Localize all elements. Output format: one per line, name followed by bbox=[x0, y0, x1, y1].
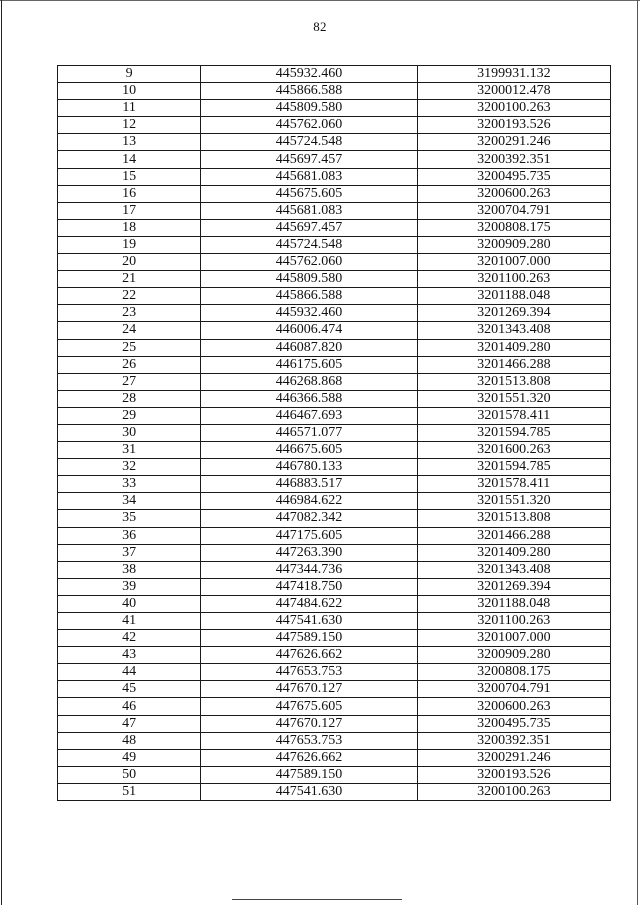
y-coordinate-cell: 3201269.394 bbox=[417, 578, 610, 595]
x-coordinate-cell: 445697.457 bbox=[201, 151, 417, 168]
y-coordinate-cell: 3201409.280 bbox=[417, 339, 610, 356]
x-coordinate-cell: 445724.548 bbox=[201, 134, 417, 151]
y-coordinate-cell: 3199931.132 bbox=[417, 66, 610, 83]
point-number-cell: 19 bbox=[58, 236, 201, 253]
point-number-cell: 41 bbox=[58, 613, 201, 630]
x-coordinate-cell: 447653.753 bbox=[201, 664, 417, 681]
point-number-cell: 30 bbox=[58, 424, 201, 441]
y-coordinate-cell: 3200600.263 bbox=[417, 698, 610, 715]
x-coordinate-cell: 445724.548 bbox=[201, 236, 417, 253]
y-coordinate-cell: 3200495.735 bbox=[417, 715, 610, 732]
y-coordinate-cell: 3200193.526 bbox=[417, 117, 610, 134]
y-coordinate-cell: 3200193.526 bbox=[417, 766, 610, 783]
table-row bbox=[58, 100, 611, 117]
table-row bbox=[58, 578, 611, 595]
coordinates-table bbox=[57, 65, 611, 801]
point-number-cell: 20 bbox=[58, 254, 201, 271]
y-coordinate-cell: 3201188.048 bbox=[417, 288, 610, 305]
x-coordinate-cell: 447653.753 bbox=[201, 732, 417, 749]
x-coordinate-cell: 446175.605 bbox=[201, 356, 417, 373]
x-coordinate-cell: 447082.342 bbox=[201, 510, 417, 527]
point-number-cell: 21 bbox=[58, 271, 201, 288]
x-coordinate-cell: 445932.460 bbox=[201, 305, 417, 322]
x-coordinate-cell: 447541.630 bbox=[201, 613, 417, 630]
table-row bbox=[58, 647, 611, 664]
x-coordinate-cell: 446675.605 bbox=[201, 442, 417, 459]
point-number-cell: 40 bbox=[58, 595, 201, 612]
point-number-cell: 36 bbox=[58, 527, 201, 544]
point-number-cell: 42 bbox=[58, 630, 201, 647]
point-number-cell: 49 bbox=[58, 749, 201, 766]
point-number-cell: 23 bbox=[58, 305, 201, 322]
point-number-cell: 17 bbox=[58, 202, 201, 219]
y-coordinate-cell: 3200495.735 bbox=[417, 168, 610, 185]
y-coordinate-cell: 3200291.246 bbox=[417, 749, 610, 766]
table-row bbox=[58, 288, 611, 305]
x-coordinate-cell: 447626.662 bbox=[201, 647, 417, 664]
y-coordinate-cell: 3201466.288 bbox=[417, 527, 610, 544]
x-coordinate-cell: 447626.662 bbox=[201, 749, 417, 766]
point-number-cell: 50 bbox=[58, 766, 201, 783]
x-coordinate-cell: 447541.630 bbox=[201, 783, 417, 800]
table-row bbox=[58, 613, 611, 630]
table-row bbox=[58, 339, 611, 356]
table-row bbox=[58, 681, 611, 698]
x-coordinate-cell: 447589.150 bbox=[201, 766, 417, 783]
table-row bbox=[58, 305, 611, 322]
y-coordinate-cell: 3201594.785 bbox=[417, 424, 610, 441]
table-row bbox=[58, 476, 611, 493]
table-row bbox=[58, 732, 611, 749]
y-coordinate-cell: 3200291.246 bbox=[417, 134, 610, 151]
x-coordinate-cell: 447418.750 bbox=[201, 578, 417, 595]
table-row bbox=[58, 271, 611, 288]
point-number-cell: 25 bbox=[58, 339, 201, 356]
point-number-cell: 16 bbox=[58, 185, 201, 202]
x-coordinate-cell: 447175.605 bbox=[201, 527, 417, 544]
table-row bbox=[58, 595, 611, 612]
x-coordinate-cell: 445866.588 bbox=[201, 288, 417, 305]
y-coordinate-cell: 3201100.263 bbox=[417, 271, 610, 288]
y-coordinate-cell: 3201513.808 bbox=[417, 510, 610, 527]
table-row bbox=[58, 527, 611, 544]
table-row bbox=[58, 202, 611, 219]
table-row bbox=[58, 151, 611, 168]
table-row bbox=[58, 424, 611, 441]
table-row bbox=[58, 373, 611, 390]
table-row bbox=[58, 783, 611, 800]
point-number-cell: 14 bbox=[58, 151, 201, 168]
table-row bbox=[58, 630, 611, 647]
point-number-cell: 34 bbox=[58, 493, 201, 510]
table-row bbox=[58, 664, 611, 681]
point-number-cell: 39 bbox=[58, 578, 201, 595]
point-number-cell: 37 bbox=[58, 544, 201, 561]
page-left-edge bbox=[1, 0, 2, 905]
point-number-cell: 27 bbox=[58, 373, 201, 390]
point-number-cell: 44 bbox=[58, 664, 201, 681]
point-number-cell: 29 bbox=[58, 407, 201, 424]
coordinates-table-body bbox=[58, 66, 611, 801]
point-number-cell: 43 bbox=[58, 647, 201, 664]
y-coordinate-cell: 3201600.263 bbox=[417, 442, 610, 459]
table-row bbox=[58, 766, 611, 783]
x-coordinate-cell: 447263.390 bbox=[201, 544, 417, 561]
y-coordinate-cell: 3201409.280 bbox=[417, 544, 610, 561]
point-number-cell: 26 bbox=[58, 356, 201, 373]
y-coordinate-cell: 3200909.280 bbox=[417, 647, 610, 664]
table-row bbox=[58, 83, 611, 100]
y-coordinate-cell: 3201188.048 bbox=[417, 595, 610, 612]
point-number-cell: 33 bbox=[58, 476, 201, 493]
x-coordinate-cell: 447344.736 bbox=[201, 561, 417, 578]
table-row bbox=[58, 407, 611, 424]
bottom-line bbox=[232, 899, 402, 900]
table-row bbox=[58, 442, 611, 459]
y-coordinate-cell: 3200600.263 bbox=[417, 185, 610, 202]
point-number-cell: 38 bbox=[58, 561, 201, 578]
point-number-cell: 10 bbox=[58, 83, 201, 100]
point-number-cell: 47 bbox=[58, 715, 201, 732]
y-coordinate-cell: 3201007.000 bbox=[417, 630, 610, 647]
table-row bbox=[58, 561, 611, 578]
y-coordinate-cell: 3201551.320 bbox=[417, 390, 610, 407]
point-number-cell: 48 bbox=[58, 732, 201, 749]
point-number-cell: 18 bbox=[58, 219, 201, 236]
table-row bbox=[58, 254, 611, 271]
point-number-cell: 13 bbox=[58, 134, 201, 151]
y-coordinate-cell: 3201578.411 bbox=[417, 476, 610, 493]
y-coordinate-cell: 3200392.351 bbox=[417, 732, 610, 749]
x-coordinate-cell: 446883.517 bbox=[201, 476, 417, 493]
x-coordinate-cell: 445681.083 bbox=[201, 202, 417, 219]
x-coordinate-cell: 445809.580 bbox=[201, 271, 417, 288]
point-number-cell: 35 bbox=[58, 510, 201, 527]
x-coordinate-cell: 446006.474 bbox=[201, 322, 417, 339]
y-coordinate-cell: 3201269.394 bbox=[417, 305, 610, 322]
x-coordinate-cell: 445809.580 bbox=[201, 100, 417, 117]
table-row bbox=[58, 117, 611, 134]
x-coordinate-cell: 447670.127 bbox=[201, 715, 417, 732]
y-coordinate-cell: 3200909.280 bbox=[417, 236, 610, 253]
table-row bbox=[58, 66, 611, 83]
table-row bbox=[58, 749, 611, 766]
y-coordinate-cell: 3200808.175 bbox=[417, 219, 610, 236]
table-row bbox=[58, 715, 611, 732]
y-coordinate-cell: 3200704.791 bbox=[417, 202, 610, 219]
x-coordinate-cell: 447670.127 bbox=[201, 681, 417, 698]
y-coordinate-cell: 3201343.408 bbox=[417, 561, 610, 578]
x-coordinate-cell: 447589.150 bbox=[201, 630, 417, 647]
x-coordinate-cell: 445697.457 bbox=[201, 219, 417, 236]
x-coordinate-cell: 446984.622 bbox=[201, 493, 417, 510]
x-coordinate-cell: 446571.077 bbox=[201, 424, 417, 441]
x-coordinate-cell: 445762.060 bbox=[201, 254, 417, 271]
point-number-cell: 46 bbox=[58, 698, 201, 715]
y-coordinate-cell: 3201578.411 bbox=[417, 407, 610, 424]
table-row bbox=[58, 219, 611, 236]
page-top-edge bbox=[0, 0, 640, 1]
y-coordinate-cell: 3201007.000 bbox=[417, 254, 610, 271]
table-row bbox=[58, 168, 611, 185]
table-row bbox=[58, 698, 611, 715]
point-number-cell: 12 bbox=[58, 117, 201, 134]
table-row bbox=[58, 459, 611, 476]
y-coordinate-cell: 3200808.175 bbox=[417, 664, 610, 681]
table-row bbox=[58, 510, 611, 527]
y-coordinate-cell: 3200392.351 bbox=[417, 151, 610, 168]
page-right-edge bbox=[637, 0, 638, 905]
x-coordinate-cell: 447675.605 bbox=[201, 698, 417, 715]
point-number-cell: 15 bbox=[58, 168, 201, 185]
x-coordinate-cell: 445762.060 bbox=[201, 117, 417, 134]
x-coordinate-cell: 445932.460 bbox=[201, 66, 417, 83]
y-coordinate-cell: 3201343.408 bbox=[417, 322, 610, 339]
x-coordinate-cell: 445866.588 bbox=[201, 83, 417, 100]
x-coordinate-cell: 446780.133 bbox=[201, 459, 417, 476]
table-row bbox=[58, 322, 611, 339]
y-coordinate-cell: 3201466.288 bbox=[417, 356, 610, 373]
y-coordinate-cell: 3200100.263 bbox=[417, 100, 610, 117]
x-coordinate-cell: 446467.693 bbox=[201, 407, 417, 424]
point-number-cell: 9 bbox=[58, 66, 201, 83]
y-coordinate-cell: 3200704.791 bbox=[417, 681, 610, 698]
y-coordinate-cell: 3201551.320 bbox=[417, 493, 610, 510]
y-coordinate-cell: 3201594.785 bbox=[417, 459, 610, 476]
point-number-cell: 31 bbox=[58, 442, 201, 459]
table-row bbox=[58, 493, 611, 510]
point-number-cell: 51 bbox=[58, 783, 201, 800]
table-row bbox=[58, 134, 611, 151]
x-coordinate-cell: 447484.622 bbox=[201, 595, 417, 612]
table-row bbox=[58, 544, 611, 561]
y-coordinate-cell: 3200012.478 bbox=[417, 83, 610, 100]
y-coordinate-cell: 3201513.808 bbox=[417, 373, 610, 390]
x-coordinate-cell: 445681.083 bbox=[201, 168, 417, 185]
page-number: 82 bbox=[313, 19, 327, 34]
table-row bbox=[58, 390, 611, 407]
y-coordinate-cell: 3200100.263 bbox=[417, 783, 610, 800]
x-coordinate-cell: 446366.588 bbox=[201, 390, 417, 407]
y-coordinate-cell: 3201100.263 bbox=[417, 613, 610, 630]
point-number-cell: 45 bbox=[58, 681, 201, 698]
table-row bbox=[58, 356, 611, 373]
point-number-cell: 24 bbox=[58, 322, 201, 339]
x-coordinate-cell: 446268.868 bbox=[201, 373, 417, 390]
x-coordinate-cell: 446087.820 bbox=[201, 339, 417, 356]
point-number-cell: 22 bbox=[58, 288, 201, 305]
point-number-cell: 28 bbox=[58, 390, 201, 407]
table-row bbox=[58, 236, 611, 253]
point-number-cell: 32 bbox=[58, 459, 201, 476]
point-number-cell: 11 bbox=[58, 100, 201, 117]
x-coordinate-cell: 445675.605 bbox=[201, 185, 417, 202]
table-row bbox=[58, 185, 611, 202]
